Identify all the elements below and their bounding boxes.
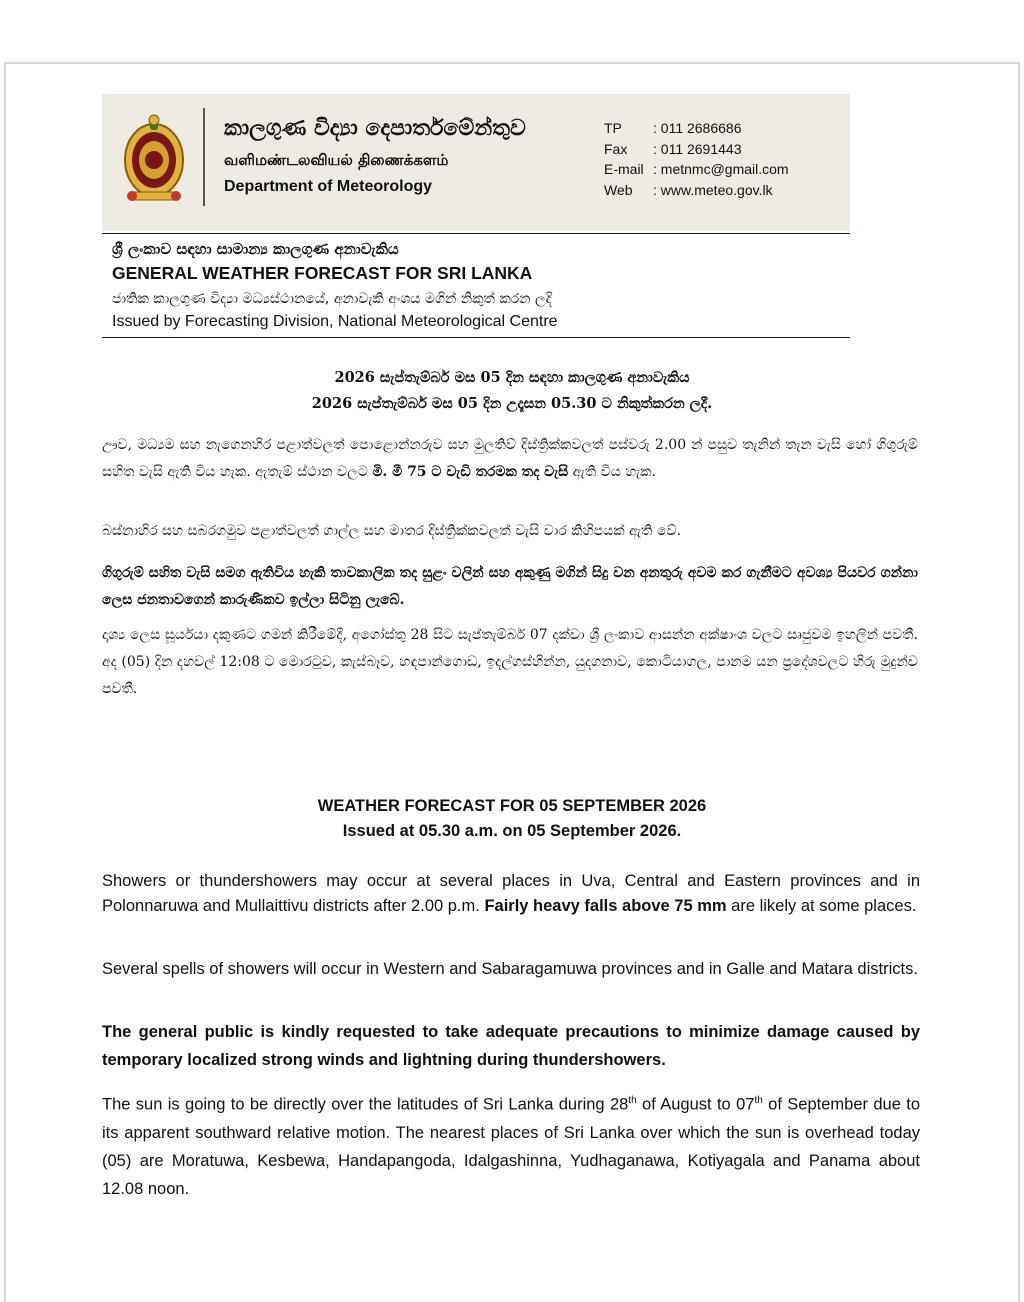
contact-label: Fax [604, 140, 628, 157]
text-span: ඌව, මධ්‍යම සහ නැගෙනහිර පළාත්වලත් පොළොන්නරුව සහ මුලතිව් දිස්ත්‍රික්කවලත් පස්වරු 2.00 න් පසුව තැනින් තැන වැසි හෝ ගිගුරුම් සහිත වැසි ඇති විය හැක. ඇතැම් ස්ථාන වලට [102, 437, 918, 480]
contact-row-web [604, 180, 789, 201]
forecast-title-sinhala: ශ්‍රී ලංකාව සඳහා සාමාන්‍ය කාලගුණ අනාවැකිය [112, 240, 399, 258]
sinhala-heading-issued: 2026 සැප්තැම්බර් මස 05 දින උදෑසන 05.30 ට නිකුත්කරන ලදී. [311, 395, 713, 412]
sinhala-paragraph-2: බස්නාහිර සහ සබරගමුව පළාත්වලත් ගාල්ල සහ මාතර දිස්ත්‍රික්කවලත් වැසි වාර කිහිපයක් ඇති වේ. [102, 523, 682, 539]
department-name-english: Department of Meteorology [224, 178, 433, 195]
text-span: of August to 07 [636, 1095, 755, 1114]
sinhala-heading-date: 2026 සැප්තැම්බර් මස 05 දින සඳහා කාලගුණ අනාවැකිය [334, 369, 690, 386]
english-paragraph-1 [102, 869, 920, 919]
department-name-sinhala: කාලගුණ විද්‍යා දෙපාර්තමේන්තුව [224, 116, 526, 141]
sri-lanka-emblem-icon [122, 112, 186, 204]
contact-label: E-mail [604, 161, 644, 177]
superscript: th [628, 1095, 637, 1106]
text-span: ඇති විය හැක. [568, 464, 656, 480]
contact-row-fax [604, 139, 789, 160]
contact-value: : 011 2686686 [653, 120, 742, 136]
sinhala-paragraph-1 [102, 432, 918, 486]
issuer-english: Issued by Forecasting Division, National Meteorological Centre [112, 313, 558, 330]
bold-text: මි. මී 75 ට වැඩි තරමක තද වැසි [372, 464, 569, 480]
letterhead-divider [203, 108, 205, 206]
department-name-tamil: வளிமண்டலவியல் திணைக்களம் [224, 151, 449, 169]
english-paragraph-2: Several spells of showers will occur in Western and Sabaragamuwa provinces and in Galle and Matara districts. [102, 960, 918, 978]
contact-value: : www.meteo.gov.lk [653, 181, 773, 198]
header-rule [102, 233, 850, 234]
contact-label: Web [604, 181, 633, 198]
text-span: are likely at some places. [726, 897, 917, 915]
sinhala-paragraph-3: ගිගුරුම් සහිත වැසි සමග ඇතිවිය හැකි තාවකාලික තද සුළං වලින් සහ අකුණු මගින් සිදු වන අනතුරු අවම කර ගැනීමට අවශ්‍ය පියවර ගන්නා ලෙස ජනතාවගෙන් කාරුණිකව ඉල්ලා සිටිනු ලැබේ. [102, 565, 918, 608]
sinhala-paragraph-4: දෘශ්‍ය ලෙස සූර්යයා දකුණට ගමන් කිරීමේදී, අගෝස්තු 28 සිට සැප්තැම්බර් 07 දක්වා ශ්‍රී ලංකාව ආසන්න අක්ෂාංශ වලට සෘජුවම ඉහලින් පවතී. අද (05) දින දහවල් 12:08 ට මොරටුව, කැස්බෑව, හඳපාන්ගොඩ, ඉදල්ගස්හින්න, යුදගනාව, කොටියාගල, පානම යන ප්‍රදේශවලට හිරු මුදුන්ව පවතී. [102, 627, 918, 697]
english-heading-issued: Issued at 05.30 a.m. on 05 September 2026. [342, 822, 682, 840]
issuer-sinhala: ජාතික කාලගුණ විද්‍යා මධ්‍යස්ථානයේ, අනාවැකි අංශය මගින් නිකුත් කරන ලදි [112, 291, 552, 307]
contact-row-email [604, 159, 789, 180]
text-span: The sun is going to be directly over the latitudes of Sri Lanka during 28 [102, 1095, 629, 1114]
english-heading-date: WEATHER FORECAST FOR 05 SEPTEMBER 2026 [317, 797, 707, 815]
english-paragraph-3: The general public is kindly requested to take adequate precautions to minimize damage caused by temporary localized strong winds and lightning during thundershowers. [102, 1023, 920, 1069]
subtitle-rule [102, 337, 850, 338]
text-span: of September due to its apparent southward relative motion. The nearest places of Sri Lanka over which the sun is overhead today (05) are Moratuwa, Kesbewa, Handapangoda, Idalgashinna, Yudhaganawa, Kotiyagala and Panama about 12.08 noon. [102, 1095, 920, 1198]
contact-value: : 011 2691443 [653, 140, 742, 157]
contact-label: TP [604, 120, 622, 136]
bold-text: Fairly heavy falls above 75 mm [484, 897, 727, 915]
contact-row-phone [604, 118, 789, 139]
contact-value: : metnmc@gmail.com [653, 161, 789, 177]
english-paragraph-4 [102, 1087, 920, 1203]
superscript: th [754, 1095, 763, 1106]
text-span: Showers or thundershowers may occur at several places in Uva, Central and Eastern provinces and in Polonnaruwa and Mullaittivu districts after 2.00 p.m. [102, 872, 920, 915]
forecast-title: GENERAL WEATHER FORECAST FOR SRI LANKA [112, 263, 533, 283]
contact-block [604, 118, 789, 200]
